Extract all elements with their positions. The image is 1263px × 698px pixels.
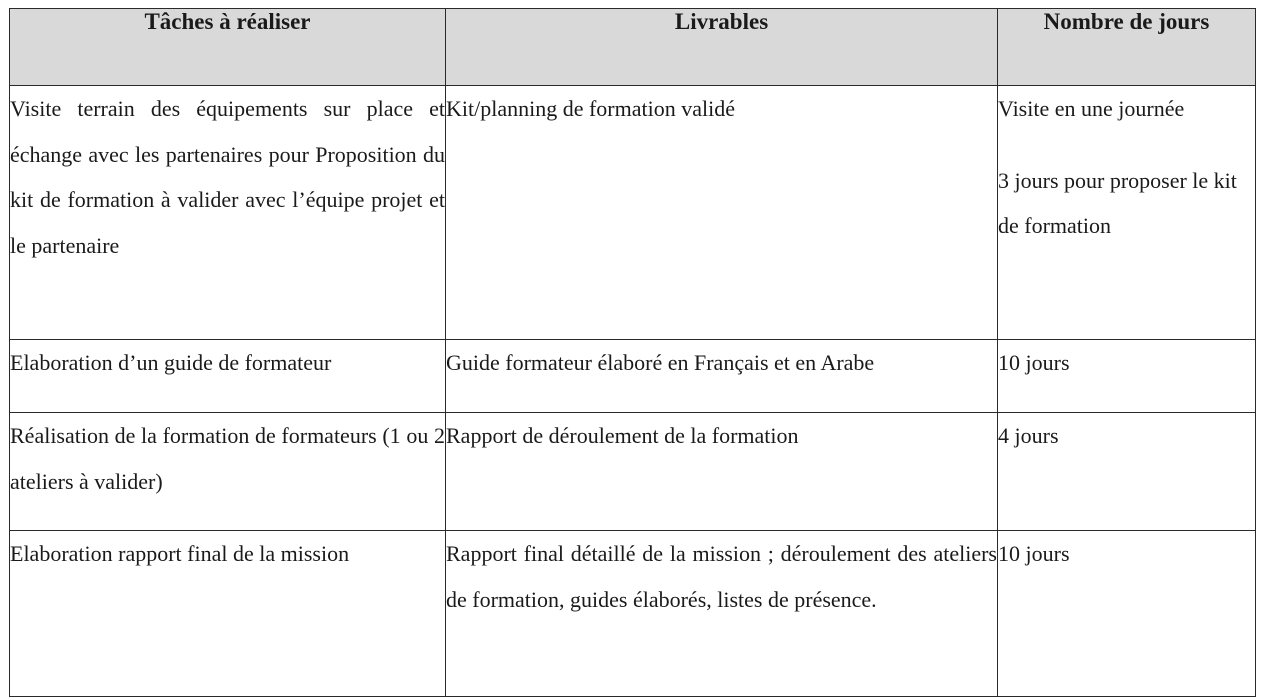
task-cell: Elaboration rapport final de la mission bbox=[10, 531, 446, 697]
deliverable-cell: Rapport de déroulement de la formation bbox=[446, 413, 998, 531]
deliverable-cell: Kit/planning de formation validé bbox=[446, 86, 998, 340]
table-row bbox=[10, 413, 1256, 531]
table-row bbox=[10, 531, 1256, 697]
days-text: Visite en une journée bbox=[998, 96, 1185, 121]
table-row bbox=[10, 340, 1256, 413]
header-deliverables: Livrables bbox=[446, 9, 998, 86]
days-cell bbox=[998, 86, 1256, 340]
tasks-deliverables-table bbox=[9, 8, 1256, 697]
task-cell: Elaboration d’un guide de formateur bbox=[10, 340, 446, 413]
days-text: 4 jours bbox=[998, 423, 1059, 448]
days-cell bbox=[998, 531, 1256, 697]
table-header-row bbox=[10, 9, 1256, 86]
days-text: 10 jours bbox=[998, 350, 1070, 375]
table-row bbox=[10, 86, 1256, 340]
days-text-secondary: 3 jours pour proposer le kit de formation bbox=[998, 167, 1237, 238]
header-tasks: Tâches à réaliser bbox=[10, 9, 446, 86]
task-cell: Visite terrain des équipements sur place et échange avec les partenaires pour Proposition du kit de formation à valider avec l’équipe projet et le partenaire bbox=[10, 86, 446, 340]
deliverable-cell: Guide formateur élaboré en Français et en Arabe bbox=[446, 340, 998, 413]
deliverable-cell: Rapport final détaillé de la mission ; déroulement des ateliers de formation, guides élaborés, listes de présence. bbox=[446, 531, 998, 697]
task-cell: Réalisation de la formation de formateurs (1 ou 2 ateliers à valider) bbox=[10, 413, 446, 531]
days-cell bbox=[998, 413, 1256, 531]
days-text: 10 jours bbox=[998, 541, 1070, 566]
days-cell bbox=[998, 340, 1256, 413]
header-days: Nombre de jours bbox=[998, 9, 1256, 86]
